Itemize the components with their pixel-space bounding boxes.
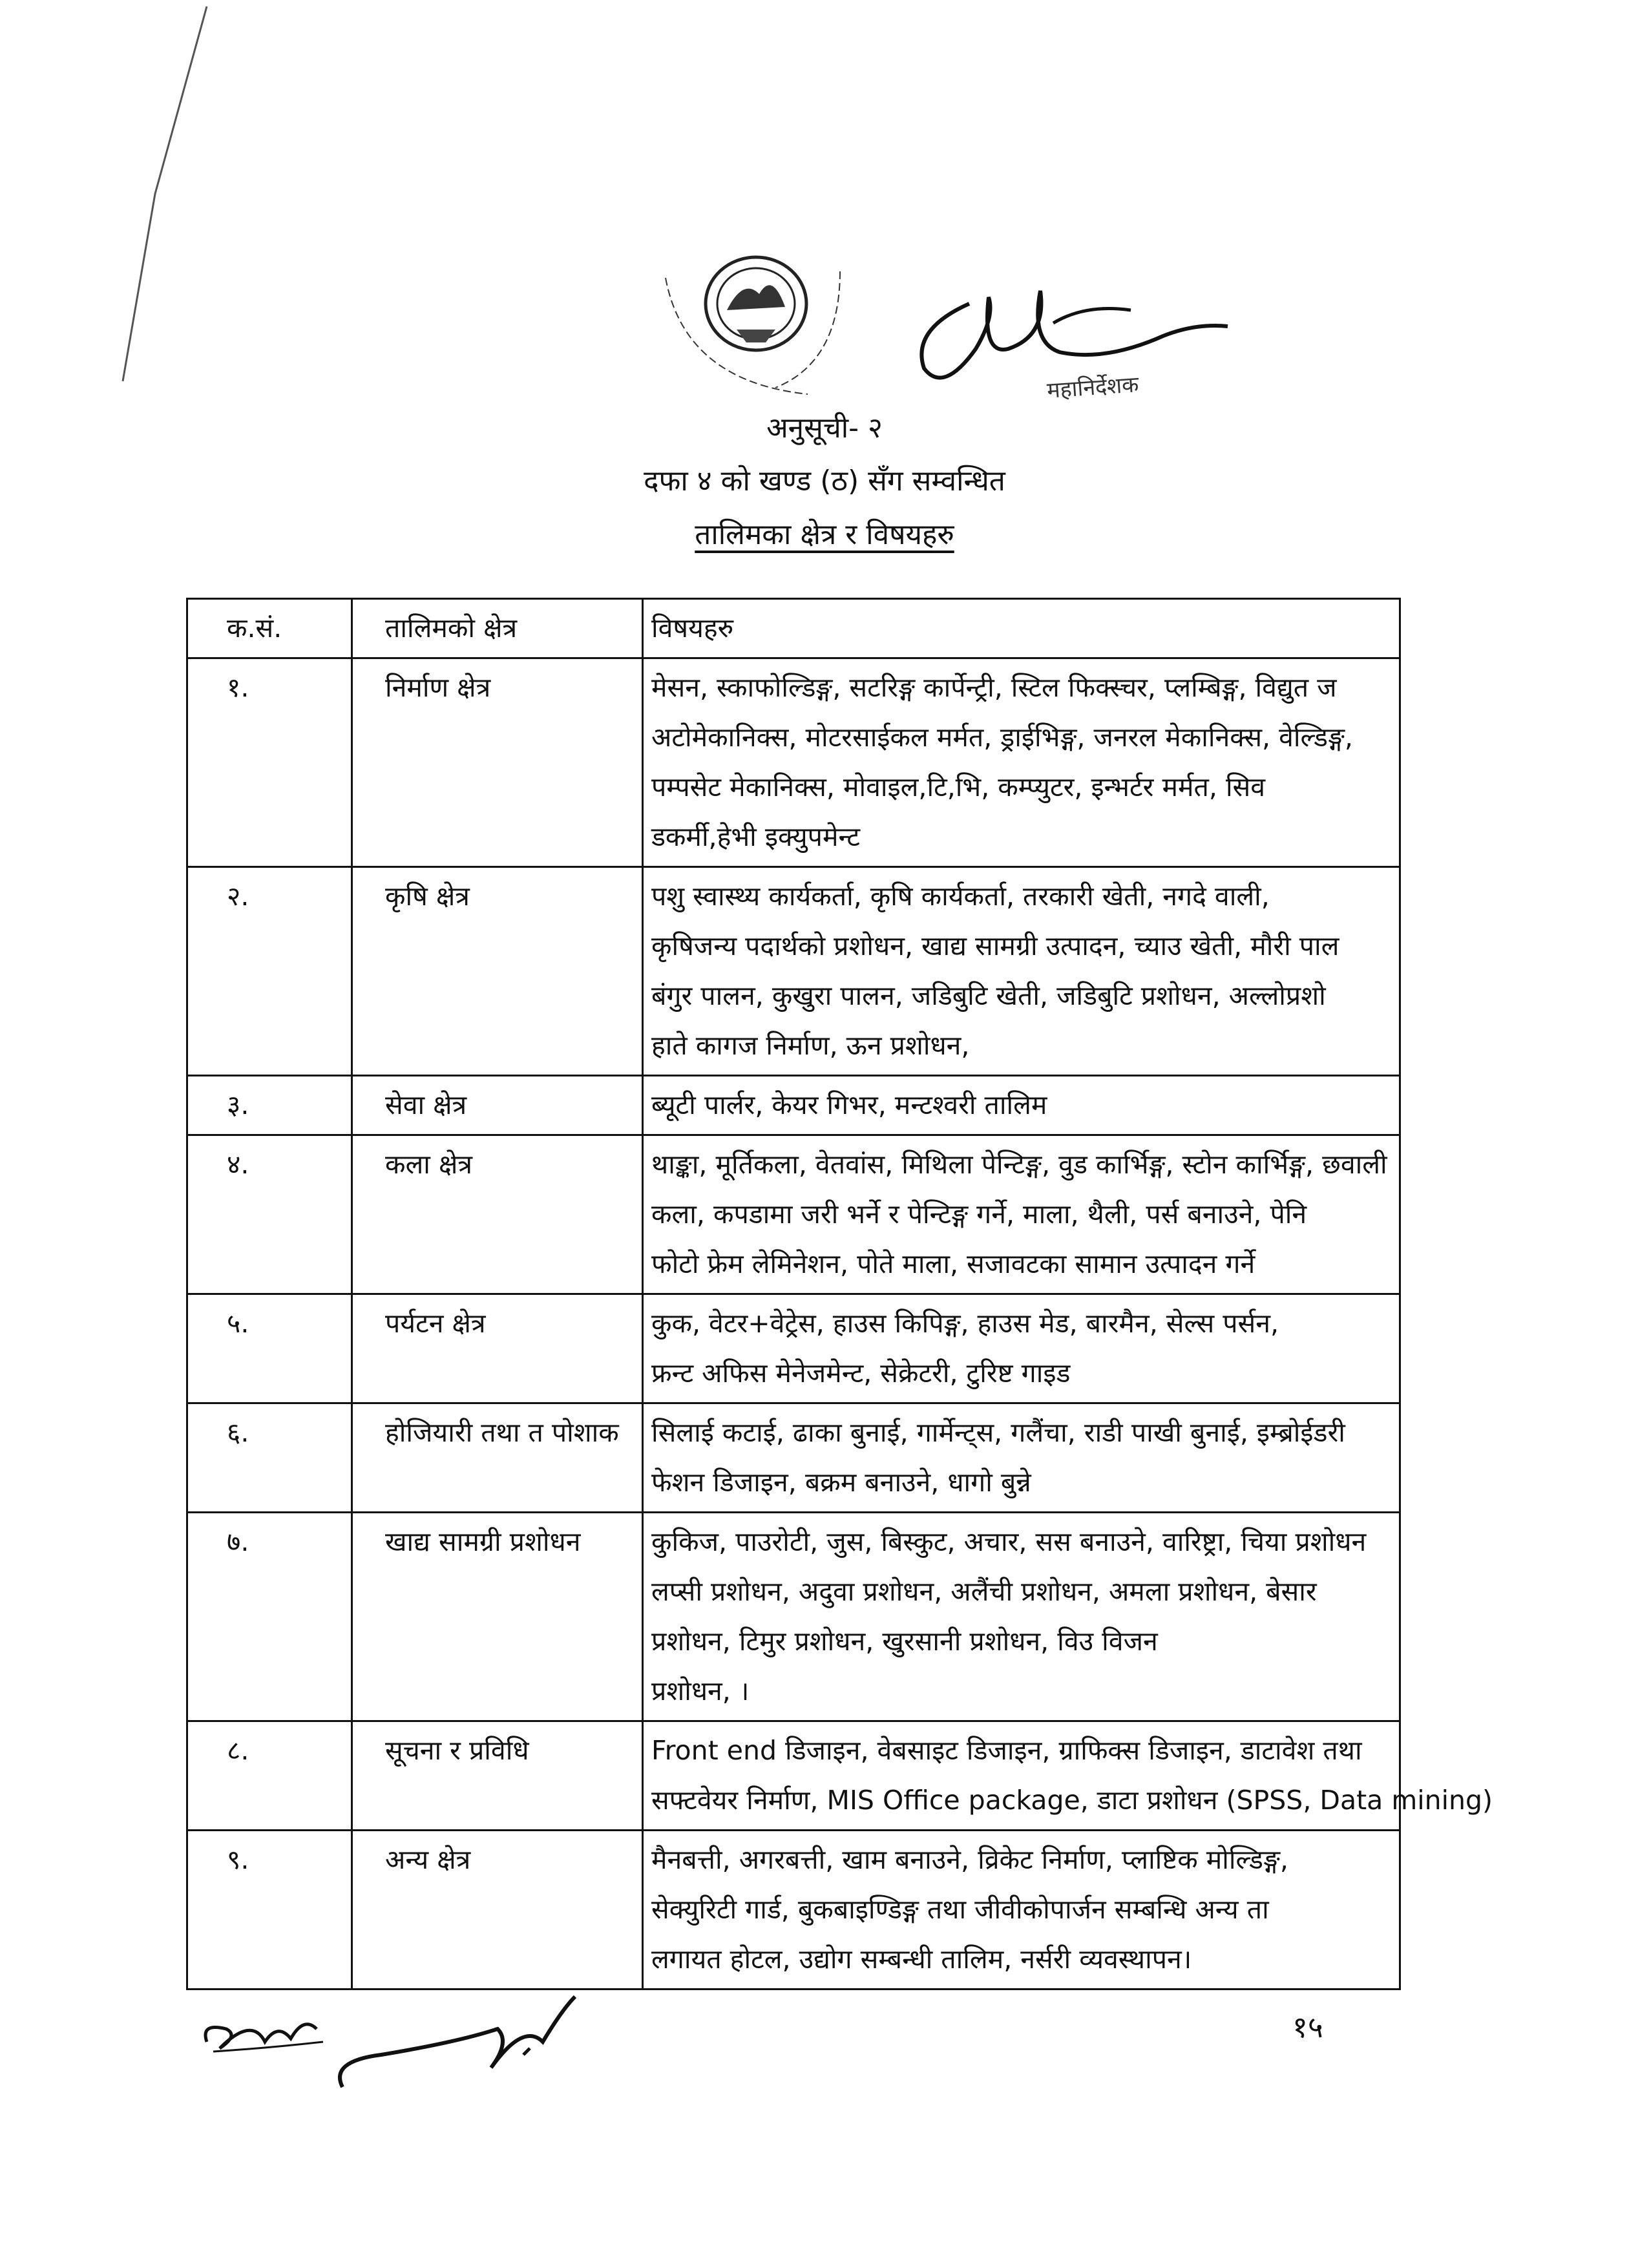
designation-stamp: महानिर्देशक — [1045, 372, 1140, 404]
topic-line: सिलाई कटाई, ढाका बुनाई, गार्मेन्ट्स, गलैंचा, राडी पाखी बुनाई, इम्ब्रोईडरी — [651, 1417, 1345, 1448]
topic-line: डकर्मी,हेभी इक्युपमेन्ट — [651, 821, 861, 852]
topic-line: कृषिजन्य पदार्थको प्रशोधन, खाद्य सामग्री उत्पादन, च्याउ खेती, मौरी पाल — [651, 930, 1339, 961]
topic-line: कुकिज, पाउरोटी, जुस, बिस्कुट, अचार, सस बनाउने, वारिष्ट्रा, चिया प्रशोधन — [651, 1526, 1367, 1557]
row-topics — [643, 1135, 1400, 1294]
row-number: ९. — [187, 1831, 352, 1990]
row-number: ५. — [187, 1294, 352, 1403]
table-row — [187, 867, 1400, 1076]
topic-line: हाते कागज निर्माण, ऊन प्रशोधन, — [651, 1030, 970, 1061]
topic-line: लप्सी प्रशोधन, अदुवा प्रशोधन, अलैंची प्रशोधन, अमला प्रशोधन, बेसार — [651, 1576, 1317, 1607]
page-number: १५ — [1292, 2010, 1323, 2044]
table-header-row — [187, 599, 1400, 658]
row-number: ६. — [187, 1403, 352, 1513]
row-number: ७. — [187, 1513, 352, 1721]
row-topics — [643, 1294, 1400, 1403]
header-topics: विषयहरु — [643, 599, 1400, 658]
row-topics — [643, 1721, 1493, 1831]
row-topics — [643, 867, 1400, 1076]
topic-line: थाङ्का, मूर्तिकला, वेतवांस, मिथिला पेन्टिङ्ग, वुड कार्भिङ्ग, स्टोन कार्भिङ्ग, छवाली — [651, 1149, 1387, 1180]
topic-line: पशु स्वास्थ्य कार्यकर्ता, कृषि कार्यकर्ता, तरकारी खेती, नगदे वाली, — [651, 881, 1270, 912]
row-sector: निर्माण क्षेत्र — [352, 658, 643, 867]
row-number: १. — [187, 658, 352, 867]
topic-line: कला, कपडामा जरी भर्ने र पेन्टिङ्ग गर्ने, माला, थैली, पर्स बनाउने, पेनि — [651, 1199, 1307, 1230]
row-number: २. — [187, 867, 352, 1076]
table-row — [187, 1294, 1400, 1403]
scan-artifact-line — [116, 0, 213, 388]
topic-line: मेसन, स्काफोल्डिङ्ग, सटरिङ्ग कार्पेन्ट्री, स्टिल फिक्स्चर, प्लम्बिङ्ग, विद्युत ज — [651, 672, 1337, 703]
topic-line: अटोमेकानिक्स, मोटरसाईकल मर्मत, ड्राईभिङ्ग, जनरल मेकानिक्स, वेल्डिङ्ग, — [651, 722, 1353, 753]
government-seal-icon — [646, 233, 853, 426]
row-topics — [643, 1513, 1400, 1721]
row-topics — [643, 1076, 1400, 1135]
topic-line: फोटो फ्रेम लेमिनेशन, पोते माला, सजावटका सामान उत्पादन गर्ने — [651, 1248, 1255, 1279]
table-row — [187, 1403, 1400, 1513]
row-sector: सेवा क्षेत्र — [352, 1076, 643, 1135]
table-row — [187, 1513, 1400, 1721]
topic-line: कुक, वेटर+वेट्रेस, हाउस किपिङ्ग, हाउस मेड, बारमैन, सेल्स पर्सन, — [651, 1308, 1279, 1339]
row-topics — [643, 1403, 1400, 1513]
topic-line: मैनबत्ती, अगरबत्ती, खाम बनाउने, व्रिकेट निर्माण, प्लाष्टिक मोल्डिङ्ग, — [651, 1844, 1288, 1875]
row-sector: खाद्य सामग्री प्रशोधन — [352, 1513, 643, 1721]
row-sector: अन्य क्षेत्र — [352, 1831, 643, 1990]
topic-line: Front end डिजाइन, वेबसाइट डिजाइन, ग्राफिक्स डिजाइन, डाटावेश तथा — [651, 1735, 1362, 1766]
row-sector: कला क्षेत्र — [352, 1135, 643, 1294]
topic-line: प्रशोधन, । — [651, 1675, 750, 1706]
header-serial: क.सं. — [187, 599, 352, 658]
row-topics — [643, 658, 1400, 867]
footer-signature-icon — [330, 1984, 601, 2100]
row-number: ४. — [187, 1135, 352, 1294]
row-sector: सूचना र प्रविधि — [352, 1721, 643, 1831]
training-table — [186, 598, 1493, 1990]
initial-signature-icon — [194, 2003, 336, 2068]
row-sector: कृषि क्षेत्र — [352, 867, 643, 1076]
header-sector: तालिमको क्षेत्र — [352, 599, 643, 658]
topic-line: ब्यूटी पार्लर, केयर गिभर, मन्टश्वरी तालिम — [651, 1089, 1047, 1120]
row-number: ३. — [187, 1076, 352, 1135]
table-row — [187, 658, 1400, 867]
table-row — [187, 1076, 1400, 1135]
table-row — [187, 1135, 1400, 1294]
schedule-heading: अनुसूची- २ — [766, 412, 883, 445]
topic-line: फ्रन्ट अफिस मेनेजमेन्ट, सेक्रेटरी, टुरिष्ट गाइड — [651, 1358, 1071, 1389]
topic-line: सेक्युरिटी गार्ड, बुकबाइण्डिङ्ग तथा जीवीकोपार्जन सम्बन्धि अन्य ता — [651, 1894, 1269, 1925]
topic-line: सफ्टवेयर निर्माण, MIS Office package, डाटा प्रशोधन (SPSS, Data mining) — [651, 1785, 1493, 1816]
topic-line: प्रशोधन, टिमुर प्रशोधन, खुरसानी प्रशोधन, विउ विजन — [651, 1626, 1158, 1657]
row-number: ८. — [187, 1721, 352, 1831]
row-topics — [643, 1831, 1400, 1990]
topic-line: पम्पसेट मेकानिक्स, मोवाइल,टि,भि, कम्प्युटर, इन्भर्टर मर्मत, सिव — [651, 772, 1266, 803]
row-sector: होजियारी तथा त पोशाक — [352, 1403, 643, 1513]
table-row — [187, 1831, 1400, 1990]
table-row — [187, 1721, 1400, 1831]
row-sector: पर्यटन क्षेत्र — [352, 1294, 643, 1403]
topic-line: फेशन डिजाइन, बक्रम बनाउने, धागो बुन्ने — [651, 1467, 1031, 1498]
page-title: तालिमका क्षेत्र र विषयहरु — [695, 518, 954, 551]
topic-line: बंगुर पालन, कुखुरा पालन, जडिबुटि खेती, जडिबुटि प्रशोधन, अल्लोप्रशो — [651, 980, 1326, 1011]
reference-heading: दफा ४ को खण्ड (ठ) सँग सम्वन्धित — [644, 465, 1005, 498]
topic-line: लगायत होटल, उद्योग सम्बन्धी तालिम, नर्सरी व्यवस्थापन। — [651, 1944, 1192, 1975]
